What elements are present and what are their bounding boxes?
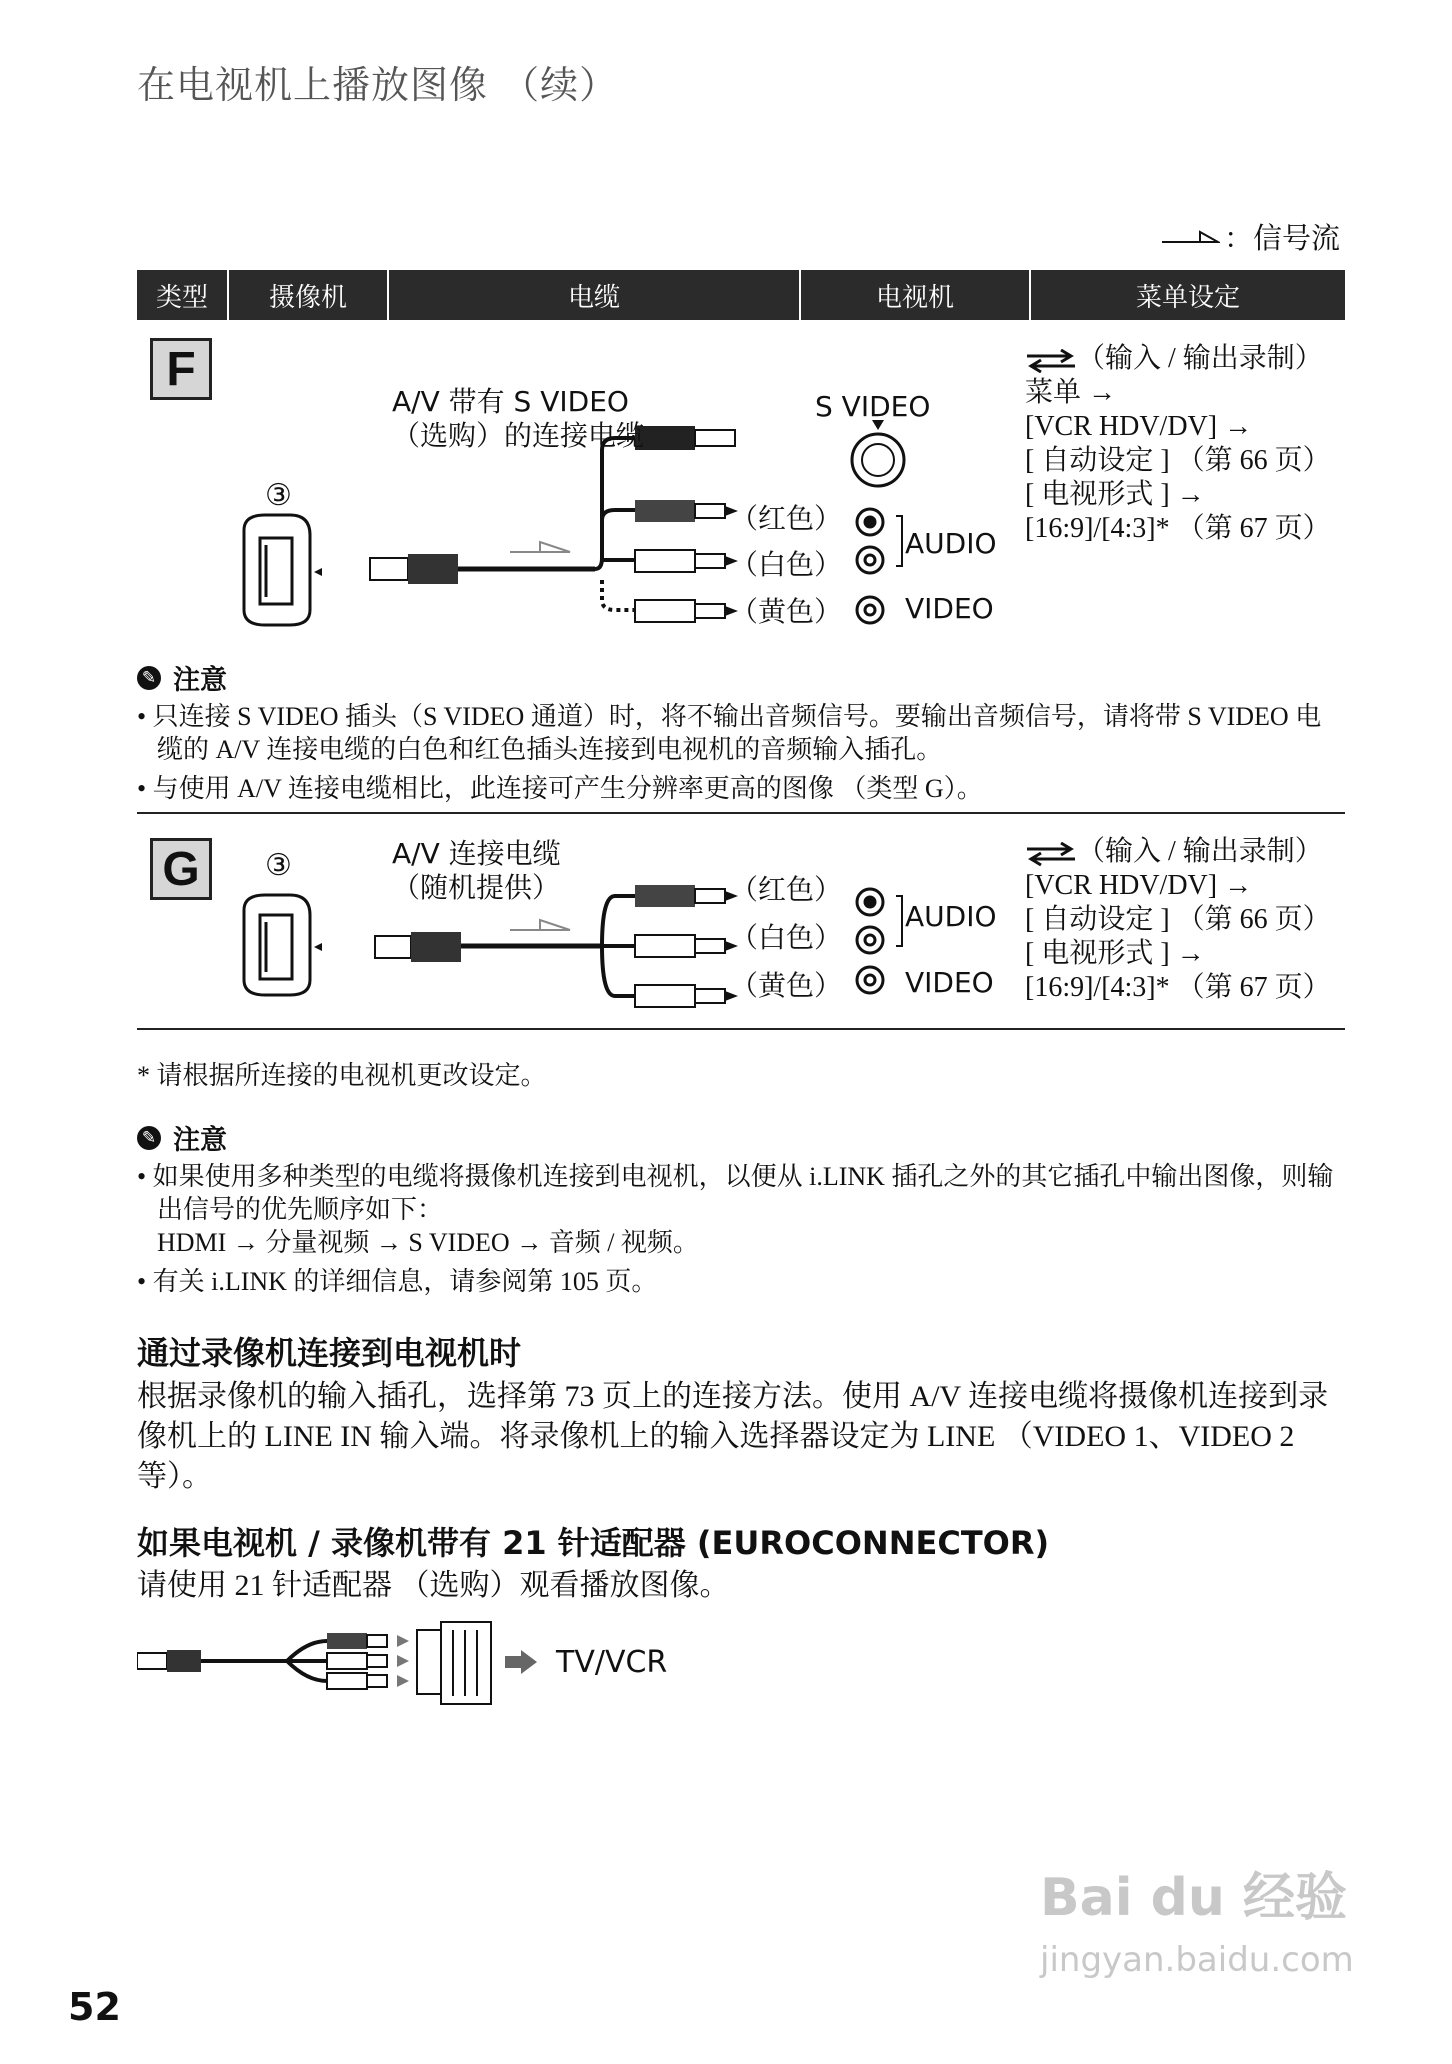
camera-port-f <box>244 515 310 625</box>
note1-bullet-1: • 只连接 S VIDEO 插头（S VIDEO 通道）时，将不输出音频信号。要输出音频信号，请将带 S VIDEO 电缆的 A/V 连接电缆的白色和红色插头连接到电视机的音频输入插孔。 <box>137 702 1322 764</box>
watermark-line2: jingyan.baidu.com <box>1040 1940 1354 1980</box>
euroconnector-diagram <box>137 1620 577 1710</box>
menu-g-line-1: （输入 / 输出录制） <box>1025 835 1331 869</box>
tv-jacks-g <box>857 889 902 993</box>
divider-2 <box>137 1028 1345 1030</box>
camera-port-number-f: ③ <box>265 478 292 513</box>
section-euro-body: 请使用 21 针适配器 （选购）观看播放图像。 <box>137 1569 730 1602</box>
note1-bullets <box>137 700 1345 805</box>
camera-plug-f <box>370 554 595 584</box>
camera-port-g <box>244 895 310 995</box>
tv-svideo-jack <box>852 420 904 486</box>
menu-g-line-5: [16:9]/[4:3]* （第 67 页） <box>1025 972 1331 1003</box>
menu-f-line-4: [ 自动设定 ] （第 66 页） <box>1025 445 1331 476</box>
type-f-label: F <box>150 338 212 400</box>
io-arrows-icon <box>1025 349 1077 373</box>
rca-plug-white-g <box>635 935 738 957</box>
rca-plug-white <box>635 550 738 572</box>
cable-label-g-line2: （随机提供） <box>392 871 561 904</box>
menu-f-line-2: 菜单 → <box>1025 377 1117 408</box>
cable-label-f-line2: （选购）的连接电缆 <box>392 419 645 452</box>
section-vcr-heading: 通过录像机连接到电视机时 <box>137 1334 522 1372</box>
menu-g-line-3: [ 自动设定 ] （第 66 页） <box>1025 904 1331 935</box>
rca-plug-yellow <box>635 600 738 622</box>
page-number: 52 <box>68 1985 121 2029</box>
audio-label-g: AUDIO <box>905 900 997 933</box>
plug-yellow-label-f: （黄色） <box>730 595 843 628</box>
output-arrow <box>505 1650 537 1674</box>
header-camera: 摄像机 <box>229 270 389 320</box>
note1-title: ✎ 注意 <box>137 658 227 697</box>
svideo-label: S VIDEO <box>815 390 931 423</box>
signal-flow-arrow-icon <box>1160 226 1220 248</box>
table-header <box>137 270 1345 320</box>
io-arrows-icon <box>1025 842 1077 866</box>
menu-f-line-6: [16:9]/[4:3]* （第 67 页） <box>1025 513 1331 544</box>
plug-white-label-g: （白色） <box>730 921 843 954</box>
watermark <box>1040 1855 1354 1980</box>
menu-settings-f <box>1025 342 1331 546</box>
cable-label-g-line1: A/V 连接电缆 <box>392 837 561 870</box>
menu-settings-g <box>1025 835 1331 1005</box>
video-label-f: VIDEO <box>905 592 994 625</box>
camera-port-number-g: ③ <box>265 848 292 883</box>
tv-video-jack <box>857 597 883 623</box>
rca-plug-red-g <box>635 885 738 907</box>
rca-plug-red <box>635 500 738 522</box>
plug-red-label-g: （红色） <box>730 873 843 906</box>
euro-target-label: TV/VCR <box>556 1645 668 1680</box>
menu-g-line-2: [VCR HDV/DV] → <box>1025 870 1253 901</box>
menu-f-line-3: [VCR HDV/DV] → <box>1025 411 1253 442</box>
divider-1 <box>137 812 1345 814</box>
note2-bullet-2: • 有关 i.LINK 的详细信息，请参阅第 105 页。 <box>137 1267 658 1296</box>
euro-arrows <box>397 1635 409 1687</box>
footnote: * 请根据所连接的电视机更改设定。 <box>137 1061 547 1090</box>
note2-priority: HDMI → 分量视频 → S VIDEO → 音频 / 视频。 <box>157 1228 699 1257</box>
header-menu: 菜单设定 <box>1135 282 1240 313</box>
menu-f-line-5: [ 电视形式 ] → <box>1025 479 1205 510</box>
caution-icon: ✎ <box>137 666 161 690</box>
watermark-line1: Bai du 经验 <box>1040 1868 1347 1928</box>
svideo-plug <box>635 426 735 450</box>
note1-bullet-2: • 与使用 A/V 连接电缆相比，此连接可产生分辨率更高的图像 （类型 G）。 <box>137 774 983 803</box>
legend-label: ：信号流 <box>1224 221 1341 255</box>
plug-red-label-f: （红色） <box>730 502 843 535</box>
signal-flow-legend <box>1160 216 1340 257</box>
menu-f-line-1: （输入 / 输出录制） <box>1025 342 1331 376</box>
header-tv: 电视机 <box>801 270 1031 320</box>
scart-adapter <box>417 1622 491 1704</box>
euro-rca-plugs <box>327 1633 387 1689</box>
note2-bullet-1: • 如果使用多种类型的电缆将摄像机连接到电视机，以便从 i.LINK 插孔之外的其它插孔中输出图像，则输出信号的优先顺序如下： <box>137 1162 1334 1224</box>
section-euro-heading: 如果电视机 / 录像机带有 21 针适配器 (EUROCONNECTOR) <box>137 1524 1050 1562</box>
section-vcr-body: 根据录像机的输入插孔，选择第 73 页上的连接方法。使用 A/V 连接电缆将摄像机连接到录像机上的 LINE IN 输入端。将录像机上的输入选择器设定为 LINE （VIDEO 1、VIDEO 2 等）。 <box>137 1380 1329 1493</box>
header-cable: 电缆 <box>389 270 801 320</box>
plug-yellow-label-g: （黄色） <box>730 969 843 1002</box>
video-label-g: VIDEO <box>905 966 994 999</box>
plug-white-label-f: （白色） <box>730 548 843 581</box>
caution-icon: ✎ <box>137 1126 161 1150</box>
note2-bullets <box>137 1160 1345 1298</box>
note2-title: ✎ 注意 <box>137 1118 227 1157</box>
type-g-label: G <box>150 838 212 900</box>
cable-label-f-line1: A/V 带有 S VIDEO <box>392 385 629 418</box>
page-title: 在电视机上播放图像 （续） <box>137 63 619 107</box>
header-type: 类型 <box>137 270 229 320</box>
menu-g-line-4: [ 电视形式 ] → <box>1025 938 1205 969</box>
rca-plug-yellow-g <box>635 985 738 1007</box>
camera-plug-g <box>375 932 602 962</box>
audio-label-f: AUDIO <box>905 527 997 560</box>
euro-cable-plug <box>137 1650 287 1672</box>
tv-audio-jacks <box>857 509 902 573</box>
